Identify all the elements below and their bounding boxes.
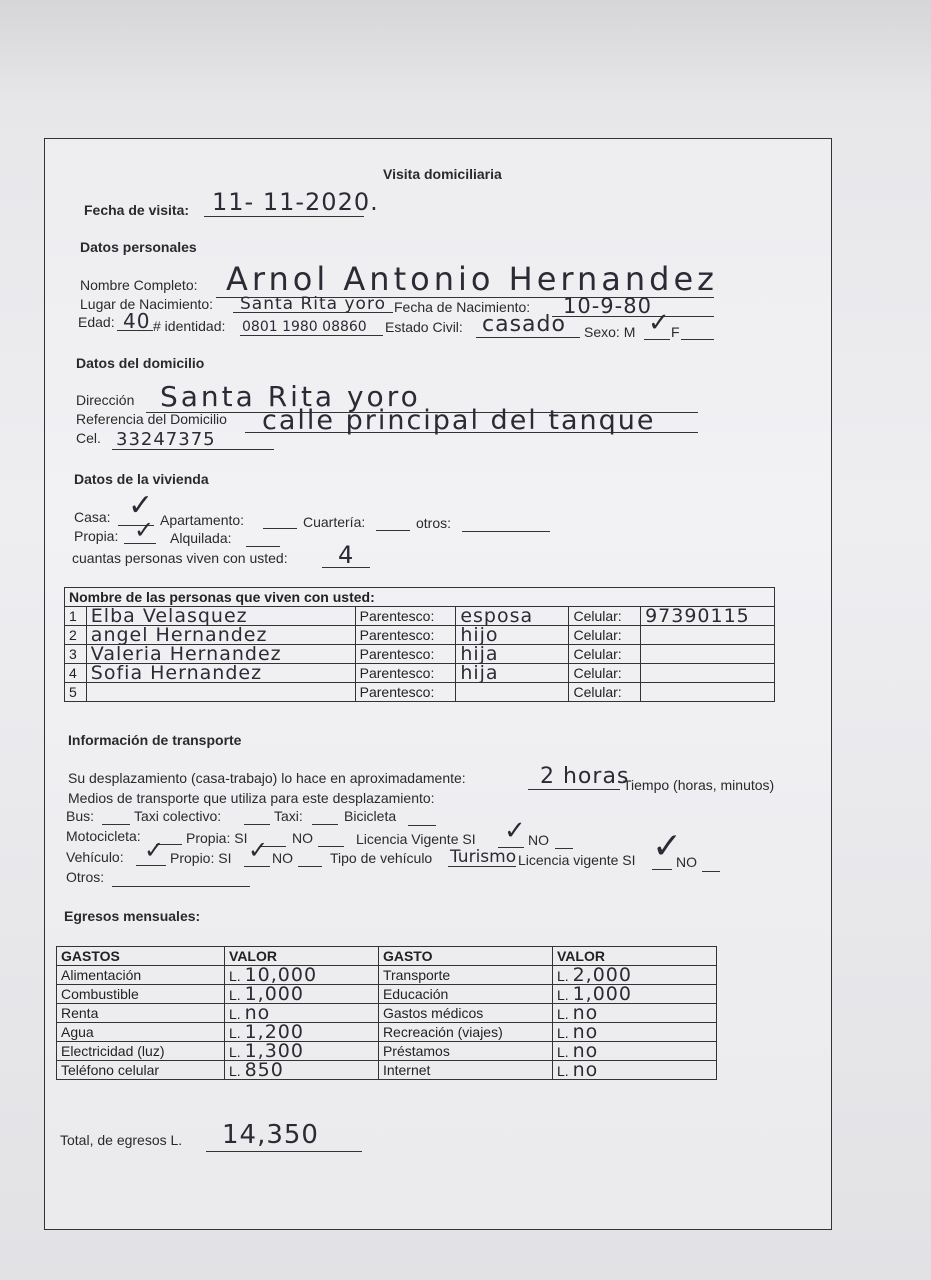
apartamento-line [263,528,297,529]
taxi-label: Taxi: [274,808,303,824]
gasto-value-cell[interactable] [225,966,379,985]
personas-table [64,587,775,702]
gasto-value[interactable]: 2,000 [572,964,632,986]
vehiculo-licencia-si-line [652,869,672,870]
moto-licencia-no-label: NO [528,832,549,848]
gasto-value[interactable]: 1,300 [244,1040,304,1062]
egresos-header-row [57,947,717,966]
gasto-value-cell[interactable] [225,1023,379,1042]
currency-prefix: L. [229,968,241,984]
persona-row-1 [65,607,775,626]
persona-parentesco-label: Parentesco: [355,626,456,645]
casa-label: Casa: [74,509,111,525]
persona-celular[interactable] [641,683,775,702]
gasto-value-cell[interactable] [225,985,379,1004]
taxi-colectivo-label: Taxi colectivo: [134,808,222,824]
edad-value[interactable]: 40 [123,309,151,333]
vivienda-otros-label: otros: [416,515,452,531]
currency-prefix: L. [229,1006,241,1022]
alquilada-line [246,546,280,547]
egresos-heading: Egresos mensuales: [64,908,201,924]
gasto-name: Agua [57,1023,225,1042]
gasto-value[interactable]: 1,000 [572,983,632,1005]
persona-parentesco-label: Parentesco: [355,645,456,664]
vehiculo-no-label: NO [272,850,293,866]
gasto-name: Educación [378,985,552,1004]
currency-prefix: L. [229,987,241,1003]
vehiculo-licencia-check[interactable]: ✓ [652,826,683,867]
gasto-value-cell[interactable] [552,966,716,985]
gasto-value[interactable]: no [572,1021,599,1043]
otros-transporte-line [112,886,250,887]
currency-prefix: L. [556,1063,569,1079]
desplazamiento-line [528,789,620,790]
gasto-value-cell[interactable] [225,1004,379,1023]
vivienda-heading: Datos de la vivienda [74,471,209,487]
col-valor2-header: VALOR [552,947,716,966]
nombre-value[interactable]: Arnol Antonio Hernandez [226,260,718,298]
otros-transporte-label: Otros: [66,869,105,885]
moto-licencia-check[interactable]: ✓ [504,816,526,846]
lugar-nacimiento-value[interactable]: Santa Rita yoro [240,294,386,314]
gasto-name: Gastos médicos [378,1004,552,1023]
fecha-visita-value[interactable]: 11- 11-2020. [212,188,379,216]
gasto-name: Renta [57,1004,225,1023]
gasto-value[interactable]: no [572,1040,599,1062]
persona-parentesco[interactable]: esposa [456,607,569,626]
col-gastos-header: GASTOS [57,947,225,966]
referencia-label: Referencia del Domicilio [76,411,227,427]
gasto-value-cell[interactable] [552,1042,716,1061]
vehiculo-line [136,865,166,866]
propia-check[interactable]: ✓ [134,516,155,544]
persona-row-2 [65,626,775,645]
currency-prefix: L. [556,968,569,984]
vehiculo-licencia-no-line [702,871,720,872]
vehiculo-check[interactable]: ✓ [144,836,165,864]
currency-prefix: L. [556,1025,569,1041]
identidad-line [240,335,383,336]
gasto-value-cell[interactable] [225,1061,379,1080]
gasto-name: Recreación (viajes) [378,1023,552,1042]
medios-label: Medios de transporte que utiliza para este desplazamiento: [68,790,435,806]
gasto-name: Préstamos [378,1042,552,1061]
bicicleta-label: Bicicleta [344,808,397,824]
tiempo-label: Tiempo (horas, minutos) [623,777,775,793]
identidad-value[interactable]: 0801 1980 08860 [242,319,367,335]
vehiculo-licencia-label: Licencia vigente SI [518,852,636,868]
vehiculo-label: Vehículo: [66,849,124,865]
sexo-m-check[interactable]: ✓ [648,308,670,338]
direccion-label: Dirección [76,392,135,408]
persona-row-5 [65,683,775,702]
personas-heading: Nombre de las personas que viven con usted: [65,588,775,607]
fecha-nacimiento-label: Fecha de Nacimiento: [394,299,531,315]
total-egresos-value[interactable]: 14,350 [222,1120,319,1150]
gasto-value[interactable]: no [244,1002,271,1024]
persona-num: 2 [65,626,87,645]
bus-line [102,824,130,825]
persona-celular[interactable]: 97390115 [641,607,775,626]
currency-prefix: L. [229,1025,241,1041]
gasto-name: Electricidad (luz) [57,1042,225,1061]
apartamento-label: Apartamento: [160,512,245,528]
gasto-name: Alimentación [57,966,225,985]
casa-check[interactable]: ✓ [128,488,154,523]
propia-label: Propia: [74,528,119,544]
fecha-visita-line [204,216,364,217]
gasto-value[interactable]: 10,000 [244,964,318,986]
persona-parentesco[interactable]: hija [456,664,569,683]
persona-nombre[interactable]: Valeria Hernandez [86,645,355,664]
gasto-value-cell[interactable] [552,1004,716,1023]
persona-parentesco-label: Parentesco: [355,664,456,683]
egresos-row [57,985,717,1004]
persona-parentesco[interactable] [456,683,569,702]
direccion-value[interactable]: Santa Rita yoro [160,380,421,413]
total-egresos-line [206,1151,362,1152]
gasto-value[interactable]: 1,200 [244,1021,304,1043]
egresos-row [57,1023,717,1042]
personas-count-value[interactable]: 4 [338,541,355,569]
moto-licencia-no-line [555,848,573,849]
estado-civil-label: Estado Civil: [385,319,463,335]
sexo-f-line [681,339,714,340]
col-valor-header: VALOR [225,947,379,966]
persona-num: 3 [65,645,87,664]
identidad-label: # identidad: [153,318,226,334]
gasto-name: Transporte [378,966,552,985]
persona-row-4 [65,664,775,683]
sexo-m-line [644,339,670,340]
moto-no-label: NO [292,830,313,846]
persona-nombre[interactable] [86,683,355,702]
persona-celular-label: Celular: [569,664,641,683]
egresos-row [57,1042,717,1061]
bus-label: Bus: [66,808,95,824]
alquilada-label: Alquilada: [170,530,232,546]
motocicleta-label: Motocicleta: [66,828,141,844]
datos-personales-heading: Datos personales [80,239,197,255]
persona-parentesco-label: Parentesco: [355,683,456,702]
persona-num: 4 [65,664,87,683]
estado-line [476,337,580,338]
persona-num: 1 [65,607,87,626]
persona-celular-label: Celular: [569,645,641,664]
estado-civil-value[interactable]: casado [482,312,566,337]
gasto-name: Internet [378,1061,552,1080]
taxi-line [312,824,338,825]
col-gasto-header: GASTO [378,947,552,966]
sexo-f-label: F [671,324,680,340]
gasto-value-cell[interactable] [225,1042,379,1061]
persona-celular[interactable] [641,664,775,683]
currency-prefix: L. [556,987,569,1003]
tipo-vehiculo-value[interactable]: Turismo [450,847,517,867]
gasto-name: Teléfono celular [57,1061,225,1080]
persona-nombre[interactable]: Elba Velasquez [86,607,355,626]
persona-num: 5 [65,683,87,702]
egresos-row [57,966,717,985]
desplazamiento-label: Su desplazamiento (casa-trabajo) lo hace en aproximadamente: [68,770,466,786]
currency-prefix: L. [556,1006,569,1022]
form-title: Visita domiciliaria [383,166,502,182]
currency-prefix: L. [229,1044,241,1060]
gasto-name: Combustible [57,985,225,1004]
personas-count-label: cuantas personas viven con usted: [72,550,288,566]
gasto-value[interactable]: 850 [244,1059,284,1081]
persona-celular[interactable] [641,626,775,645]
currency-prefix: L. [229,1063,241,1079]
tipo-vehiculo-label: Tipo de vehículo [330,850,433,866]
domicilio-heading: Datos del domicilio [76,355,205,371]
vehiculo-propio-label: Propio: SI [170,850,232,866]
persona-celular-label: Celular: [569,626,641,645]
transporte-heading: Información de transporte [68,732,242,748]
gasto-value[interactable]: no [572,1002,599,1024]
egresos-table [56,946,717,1080]
moto-licencia-label: Licencia Vigente SI [356,831,476,847]
vivienda-otros-line [462,531,550,532]
vehiculo-propio-si-line [244,866,270,867]
gasto-value-cell[interactable] [552,1023,716,1042]
currency-prefix: L. [556,1044,569,1060]
cuarteria-line [376,530,410,531]
fecha-visita-label: Fecha de visita: [84,202,190,218]
persona-celular[interactable] [641,645,775,664]
referencia-value[interactable]: calle principal del tanque [262,405,656,436]
persona-celular-label: Celular: [569,607,641,626]
persona-nombre[interactable]: Sofia Hernandez [86,664,355,683]
personas-header-row [65,588,775,607]
vehiculo-no-line [298,866,322,867]
lugar-nacimiento-label: Lugar de Nacimiento: [80,296,214,312]
cuarteria-label: Cuartería: [303,514,366,530]
taxi-colectivo-line [244,824,270,825]
fecha-nacimiento-value[interactable]: 10-9-80 [563,294,652,318]
moto-no-line [318,846,344,847]
gasto-value-cell[interactable] [552,1061,716,1080]
bicicleta-line [408,825,436,826]
nombre-label: Nombre Completo: [80,277,198,293]
edad-label: Edad: [78,314,115,330]
egresos-row [57,1004,717,1023]
gasto-value-cell[interactable] [552,985,716,1004]
moto-propia-label: Propia: SI [186,830,248,846]
gasto-value[interactable]: no [572,1059,599,1081]
persona-celular-label: Celular: [569,683,641,702]
persona-nombre[interactable]: angel Hernandez [86,626,355,645]
egresos-row [57,1061,717,1080]
persona-parentesco-label: Parentesco: [355,607,456,626]
persona-row-3 [65,645,775,664]
cel-value[interactable]: 33247375 [116,429,216,450]
persona-parentesco[interactable]: hijo [456,626,569,645]
desplazamiento-value[interactable]: 2 horas [540,764,630,789]
cel-label: Cel. [76,430,101,446]
sexo-label: Sexo: M [584,324,636,340]
vehiculo-licencia-no-label: NO [676,854,697,870]
persona-parentesco[interactable]: hija [456,645,569,664]
vehiculo-propio-check[interactable]: ✓ [248,836,269,864]
gasto-value[interactable]: 1,000 [244,983,304,1005]
total-egresos-label: Total, de egresos L. [60,1132,183,1148]
